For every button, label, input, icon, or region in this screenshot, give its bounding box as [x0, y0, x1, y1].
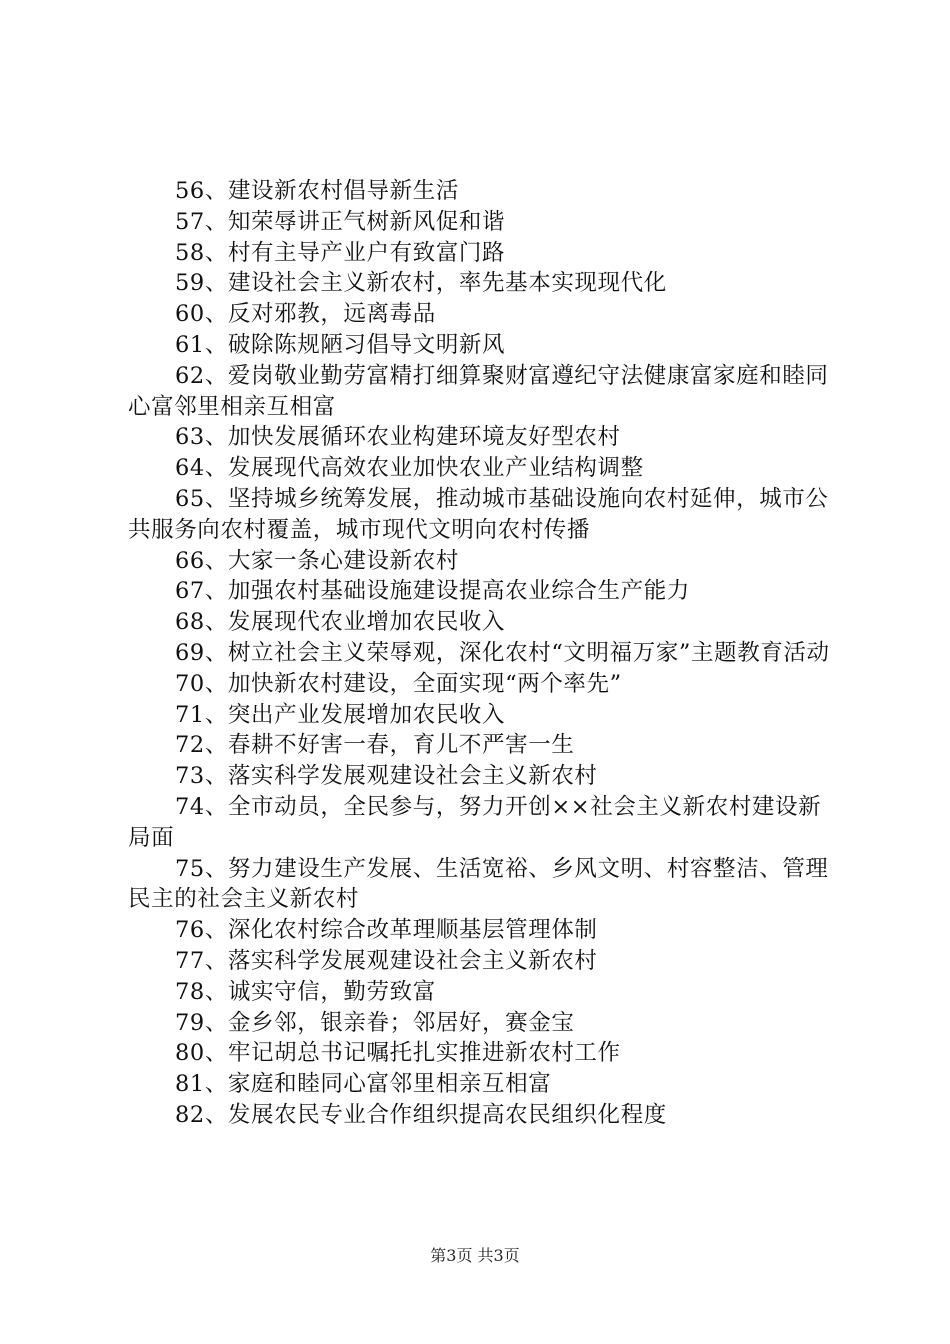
list-item: 78、诚实守信，勤劳致富	[175, 978, 436, 1005]
list-item: 74、全市动员，全民参与，努力开创××社会主义新农村建设新局面	[128, 793, 822, 851]
list-item: 80、牢记胡总书记嘱托扎实推进新农村工作	[175, 1040, 621, 1067]
list-item: 72、春耕不好害一春，育儿不严害一生	[175, 732, 575, 759]
list-item: 67、加强农村基础设施建设提高农业综合生产能力	[175, 578, 690, 605]
list-item: 56、建设新农村倡导新生活	[175, 178, 459, 204]
list-item: 59、建设社会主义新农村，率先基本实现现代化	[175, 270, 667, 297]
list-item: 63、加快发展循环农业构建环境友好型农村	[175, 424, 621, 451]
list-item: 75、努力建设生产发展、生活宽裕、乡风文明、村容整洁、管理民主的社会主义新农村	[128, 855, 829, 913]
list-item: 76、深化农村综合改革理顺基层管理体制	[175, 917, 598, 944]
list-item: 70、加快新农村建设，全面实现“两个率先”	[175, 670, 622, 697]
list-item: 77、落实科学发展观建设社会主义新农村	[175, 947, 598, 974]
list-item: 57、知荣辱讲正气树新风促和谐	[175, 208, 506, 235]
list-item: 73、落实科学发展观建设社会主义新农村	[175, 763, 598, 790]
list-item: 66、大家一条心建设新农村	[175, 547, 459, 574]
list-item: 62、爱岗敬业勤劳富精打细算聚财富遵纪守法健康富家庭和睦同心富邻里相亲互相富	[128, 362, 829, 420]
list-item: 82、发展农民专业合作组织提高农民组织化程度	[175, 1101, 667, 1128]
list-item: 71、突出产业发展增加农民收入	[175, 701, 506, 728]
list-item: 65、坚持城乡统筹发展，推动城市基础设施向农村延伸，城市公共服务向农村覆盖，城市现代文明向农村传播	[128, 485, 829, 543]
list-item: 64、发展现代高效农业加快农业产业结构调整	[175, 455, 644, 482]
list-item: 60、反对邪教，远离毒品	[175, 301, 436, 328]
slogan-list	[128, 176, 838, 1131]
list-item: 81、家庭和睦同心富邻里相亲互相富	[175, 1071, 552, 1098]
list-item: 61、破除陈规陋习倡导文明新风	[175, 331, 506, 358]
list-item: 58、村有主导产业户有致富门路	[175, 239, 506, 266]
page-footer: 第3页 共3页	[430, 1246, 520, 1265]
list-item: 79、金乡邻，银亲眷；邻居好，赛金宝	[175, 1009, 575, 1036]
list-item: 69、树立社会主义荣辱观，深化农村“文明福万家”主题教育活动	[175, 639, 830, 666]
list-item: 68、发展现代农业增加农民收入	[175, 609, 506, 636]
